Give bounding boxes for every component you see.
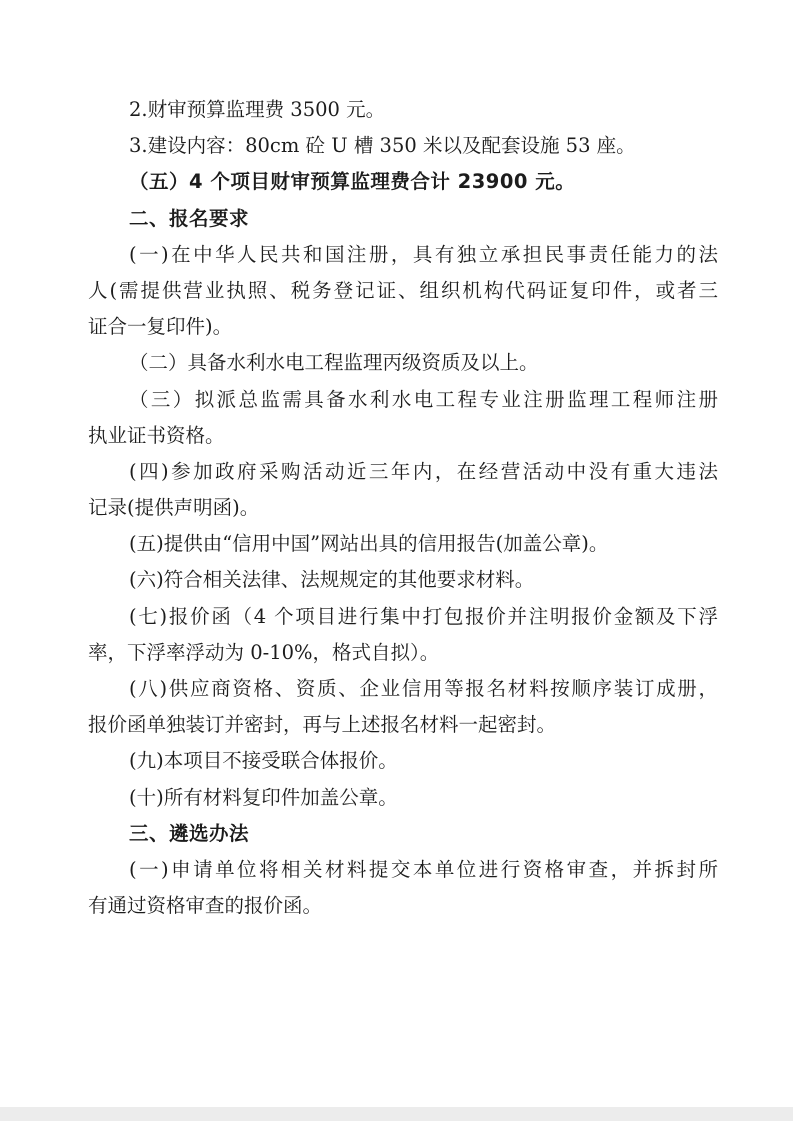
paragraph-line: (八)供应商资格、资质、企业信用等报名材料按顺序装订成册， — [129, 677, 718, 700]
paragraph-line: 率，下浮率浮动为 0-10%，格式自拟）。 — [88, 640, 440, 664]
paragraph-line: (四)参加政府采购活动近三年内，在经营活动中没有重大违法 — [129, 459, 718, 483]
fee-total-heading: （五）4 个项目财审预算监理费合计 23900 元。 — [129, 170, 576, 194]
paragraph-line: (九)本项目不接受联合体报价。 — [129, 749, 398, 773]
paragraph-line: 记录(提供声明函)。 — [88, 496, 260, 520]
section-heading-selection: 三、遴选办法 — [129, 821, 250, 845]
document-body — [88, 92, 718, 924]
construction-content-line: 3.建设内容：80cm 砼 U 槽 350 米以及配套设施 53 座。 — [129, 134, 636, 158]
section-heading-registration: 二、报名要求 — [129, 206, 250, 230]
fee-line: 2.财审预算监理费 3500 元。 — [129, 98, 386, 121]
paragraph-line: (一)在中华人民共和国注册，具有独立承担民事责任能力的法 — [129, 242, 718, 266]
paragraph-line: (七)报价函（4 个项目进行集中打包报价并注明报价金额及下浮 — [129, 604, 718, 628]
paragraph-line: (五)提供由“信用中国”网站出具的信用报告(加盖公章)。 — [129, 532, 609, 556]
paragraph-line: (十)所有材料复印件加盖公章。 — [129, 785, 398, 809]
paragraph-line: 报价函单独装订并密封，再与上述报名材料一起密封。 — [88, 713, 557, 737]
paragraph-line: （二）具备水利水电工程监理丙级资质及以上。 — [129, 351, 539, 375]
paragraph-line: （三）拟派总监需具备水利水电工程专业注册监理工程师注册 — [129, 387, 718, 411]
paragraph-line: 有通过资格审查的报价函。 — [88, 894, 323, 918]
paragraph-line: 人(需提供营业执照、税务登记证、组织机构代码证复印件，或者三 — [88, 278, 718, 302]
paragraph-line: 执业证书资格。 — [88, 423, 225, 447]
paragraph-line: 证合一复印件)。 — [88, 315, 233, 339]
page-bottom-edge — [0, 1107, 793, 1121]
paragraph-line: (一)申请单位将相关材料提交本单位进行资格审查，并拆封所 — [129, 857, 718, 881]
paragraph-line: (六)符合相关法律、法规规定的其他要求材料。 — [129, 568, 535, 592]
